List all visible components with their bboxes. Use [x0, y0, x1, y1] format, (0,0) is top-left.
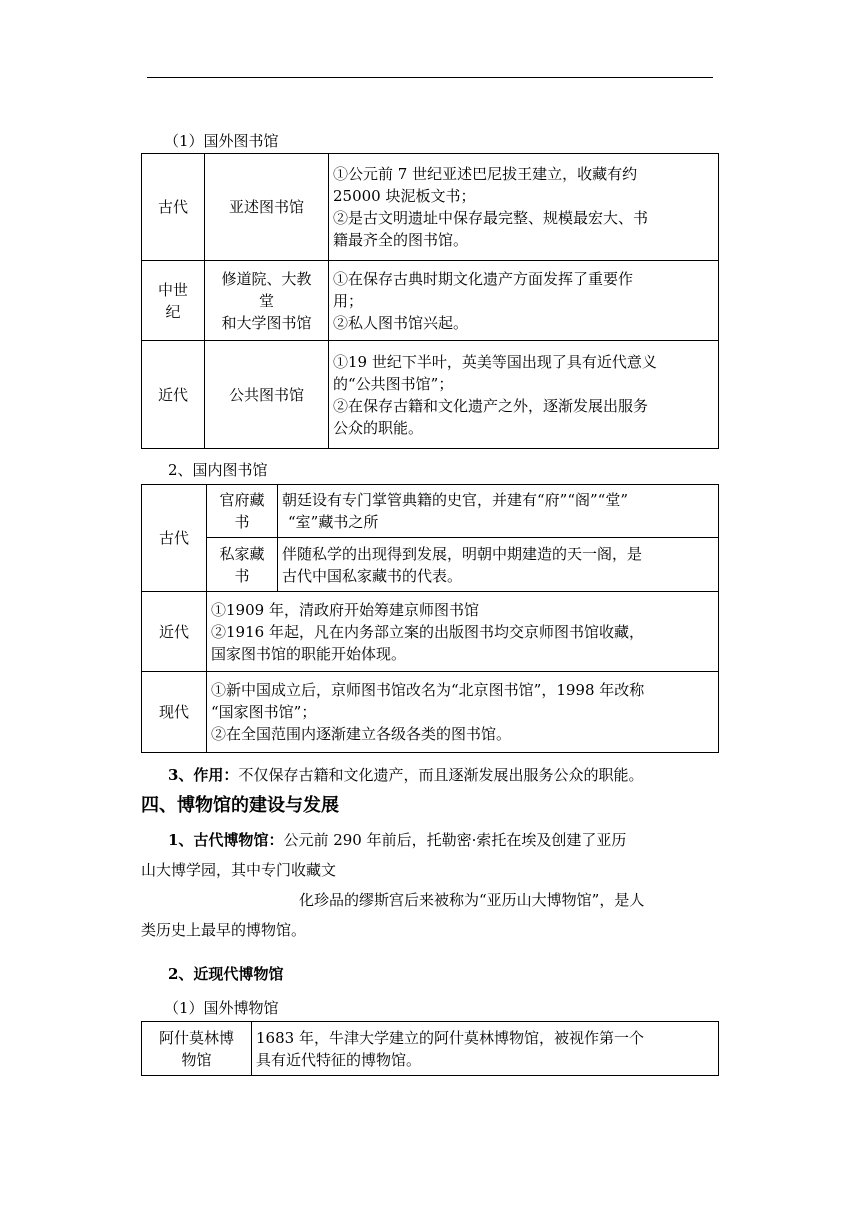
- description-cell: 伴随私学的出现得到发展，明朝中期建造的天一阁，是 古代中国私家藏书的代表。: [278, 538, 719, 592]
- description-cell: ①公元前 7 世纪亚述巴尼拔王建立，收藏有约 25000 块泥板文书； ②是古文明遗址中保存最完整、规模最宏大、书 籍最齐全的图书馆。: [329, 154, 719, 261]
- era-cell: 古代: [142, 154, 205, 261]
- era-cell: 古代: [142, 485, 207, 592]
- era-cell: 中世 纪: [142, 261, 205, 341]
- table-row: [142, 485, 719, 538]
- domestic-library-table: [141, 484, 719, 753]
- collection-type-cell: 官府藏 书: [207, 485, 278, 538]
- table-row: [142, 341, 719, 449]
- table-row: [142, 1022, 719, 1076]
- library-function-paragraph: [168, 764, 643, 786]
- ancient-museum-label: 1、古代博物馆：: [168, 831, 284, 849]
- function-text: 不仅保存古籍和文化遗产，而且逐渐发展出服务公众的职能。: [238, 766, 644, 784]
- library-name-cell: 公共图书馆: [205, 341, 329, 449]
- header-rule: [147, 77, 713, 78]
- library-name-cell: 亚述图书馆: [205, 154, 329, 261]
- table-row: [142, 261, 719, 341]
- foreign-museum-heading: （1）国外博物馆: [164, 999, 279, 1017]
- era-cell: 现代: [142, 672, 207, 753]
- library-name-cell: 修道院、大教 堂 和大学图书馆: [205, 261, 329, 341]
- era-cell: 近代: [142, 341, 205, 449]
- table-row: [142, 154, 719, 261]
- description-cell: ①在保存古典时期文化遗产方面发挥了重要作 用； ②私人图书馆兴起。: [329, 261, 719, 341]
- function-label: 3、作用：: [168, 766, 239, 784]
- section-four-title: 四、博物馆的建设与发展: [141, 795, 339, 816]
- collection-type-cell: 私家藏 书: [207, 538, 278, 592]
- table-row: [142, 672, 719, 753]
- description-cell: ①19 世纪下半叶，英美等国出现了具有近代意义 的“公共图书馆”； ②在保存古籍和文化遗产之外，逐渐发展出服务 公众的职能。: [329, 341, 719, 449]
- description-cell: ①新中国成立后，京师图书馆改名为“北京图书馆”，1998 年改称 “国家图书馆”； ②在全国范围内逐渐建立各级各类的图书馆。: [207, 672, 719, 753]
- museum-name-cell: 阿什莫林博 物馆: [142, 1022, 252, 1076]
- description-cell: ①1909 年，清政府开始筹建京师图书馆 ②1916 年起，凡在内务部立案的出版图书均交京师图书馆收藏， 国家图书馆的职能开始体现。: [207, 592, 719, 672]
- modern-museum-heading: 2、近现代博物馆: [168, 965, 284, 983]
- foreign-library-heading: （1）国外图书馆: [164, 132, 279, 150]
- description-cell: 朝廷设有专门掌管典籍的史官，并建有“府”“阁”“堂” “室”藏书之所: [278, 485, 719, 538]
- foreign-museum-table: [141, 1021, 719, 1076]
- ancient-museum-paragraph: 1、古代博物馆：公元前 290 年前后，托勒密·索托在埃及创建了亚历 山大博学园，其中专门收藏文 化珍品的缪斯宫后来被称为“亚历山大博物馆”，是人 类历史上最早的博物馆。: [141, 831, 645, 939]
- table-row: [142, 592, 719, 672]
- domestic-library-heading: 2、国内图书馆: [168, 461, 268, 479]
- era-cell: 近代: [142, 592, 207, 672]
- table-row: [142, 538, 719, 592]
- description-cell: 1683 年，牛津大学建立的阿什莫林博物馆，被视作第一个 具有近代特征的博物馆。: [252, 1022, 719, 1076]
- foreign-library-table: [141, 153, 719, 449]
